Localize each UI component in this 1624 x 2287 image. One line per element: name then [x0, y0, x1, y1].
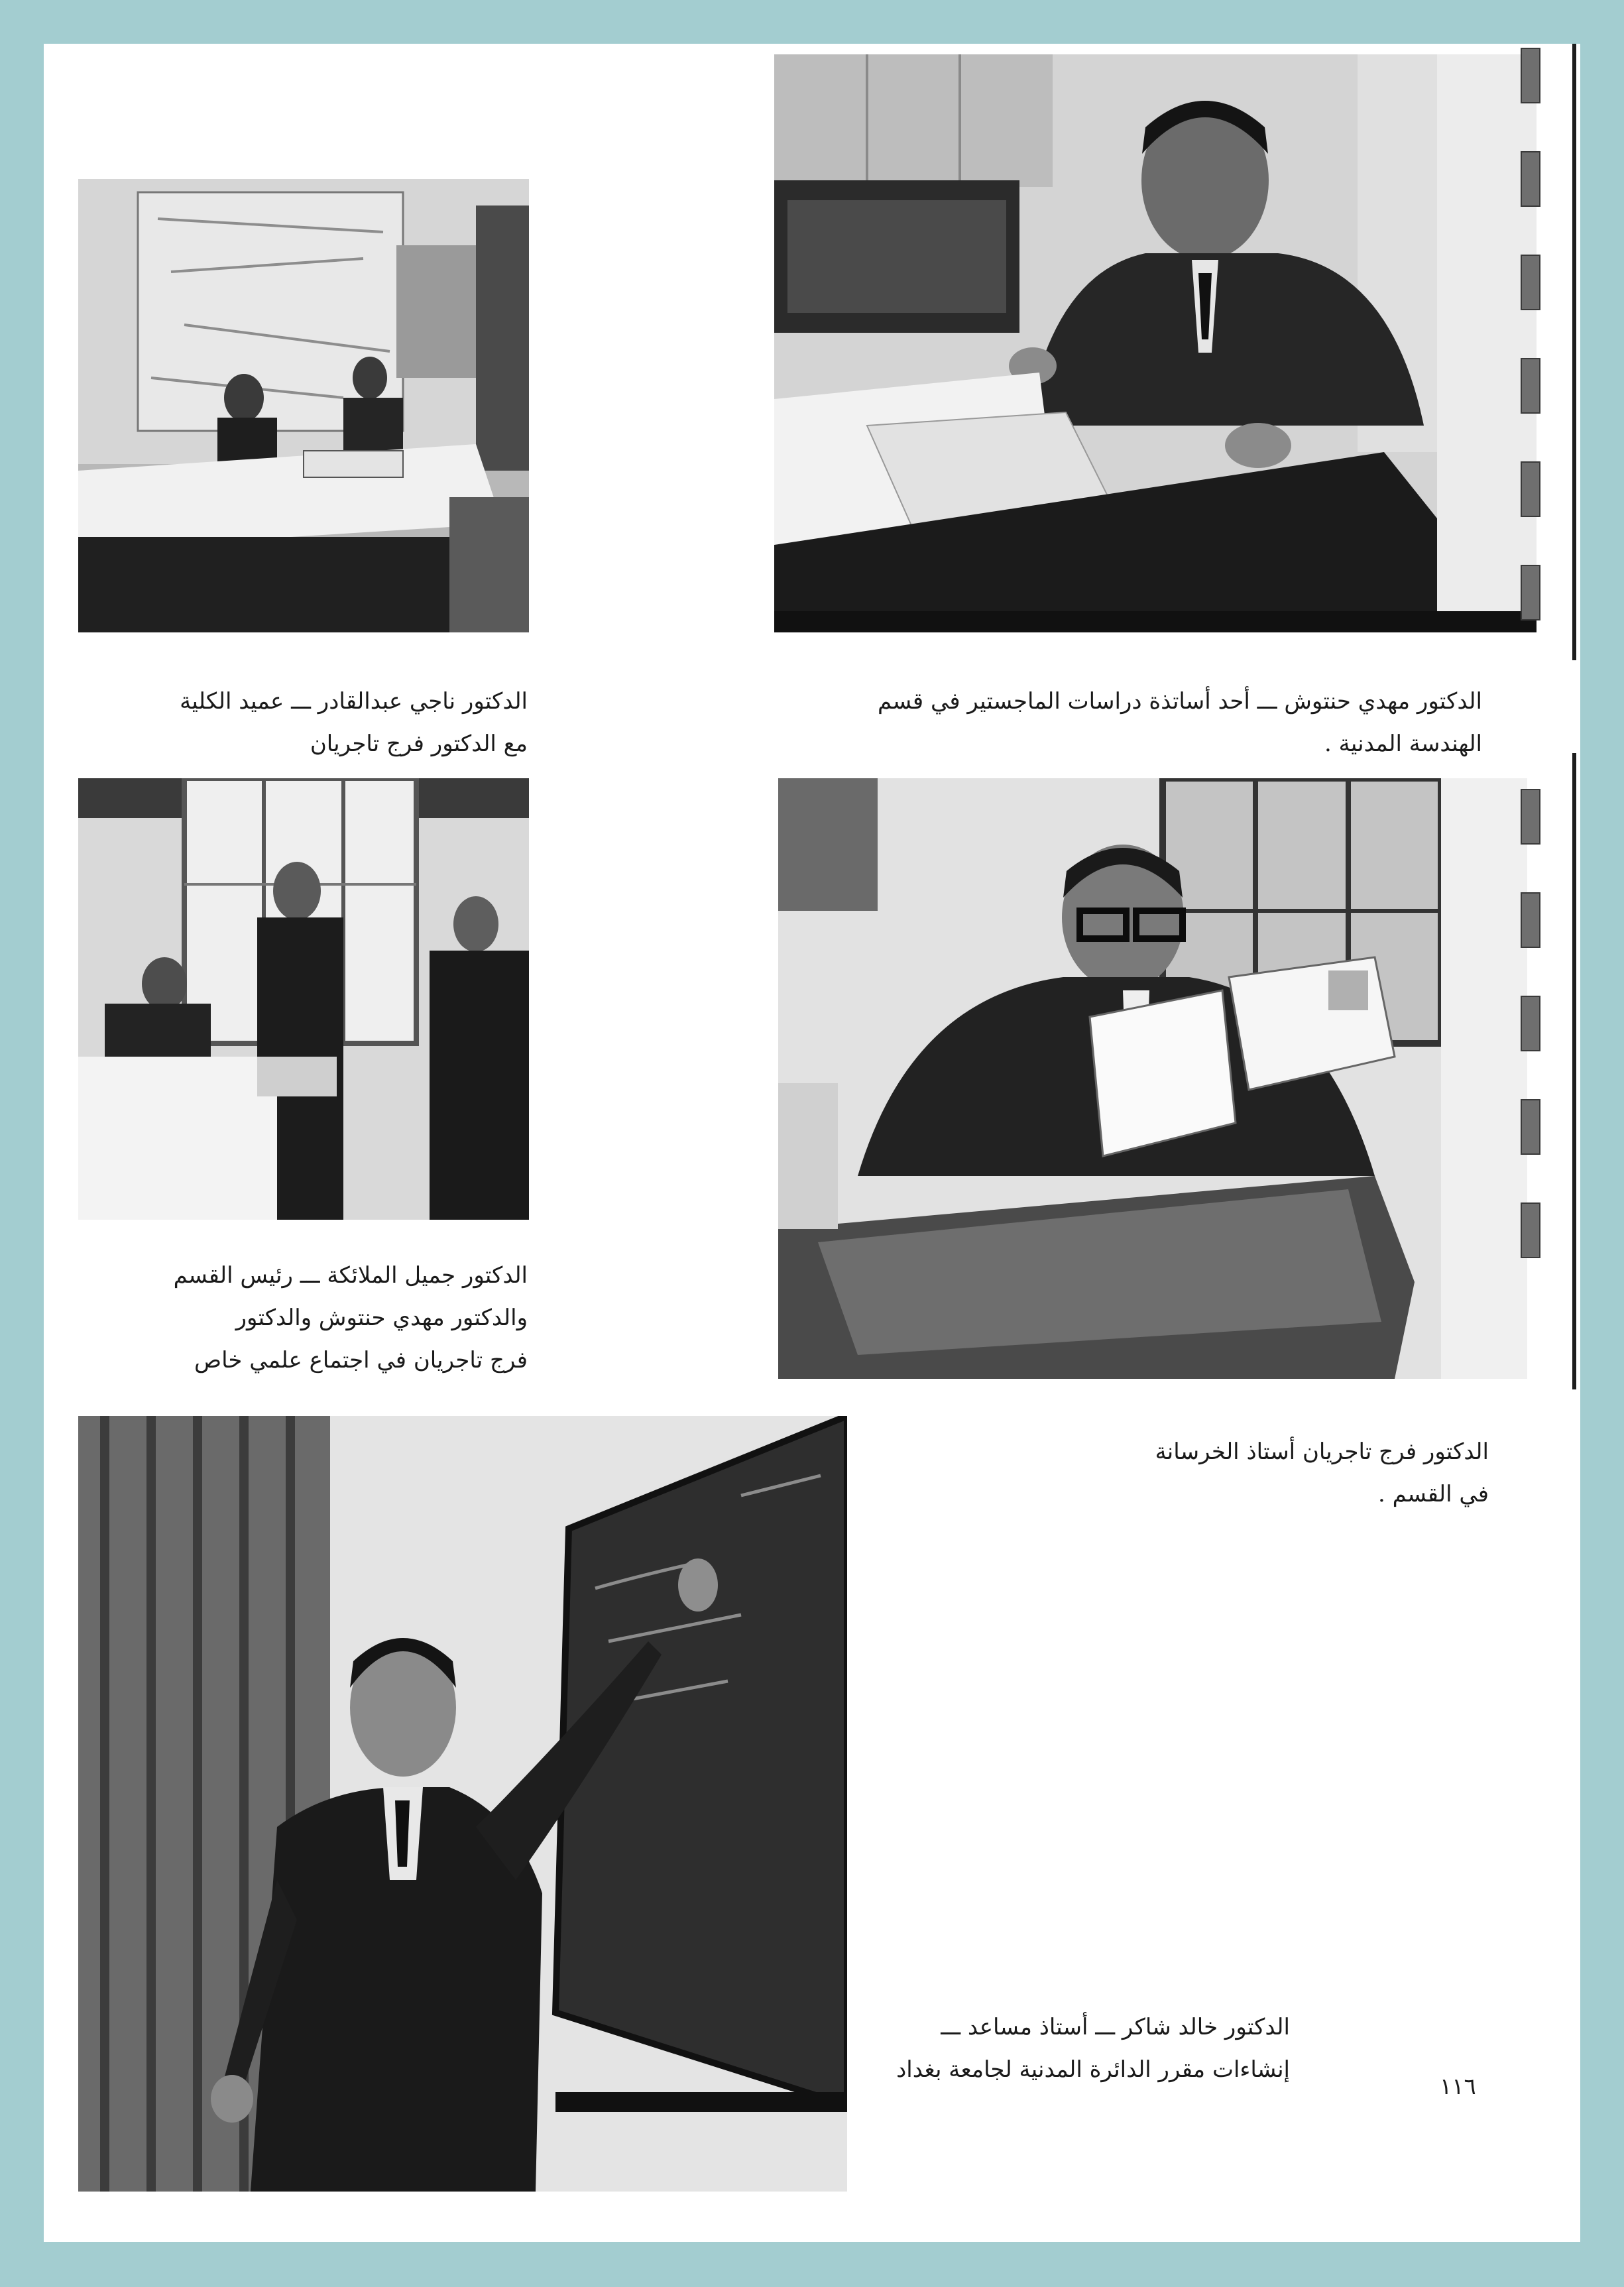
page-number: ١١٦: [1440, 2074, 1476, 2100]
photo-mahdi-hantoush: [774, 54, 1537, 632]
photo-deans-office: [78, 179, 529, 632]
film-strip-top: [1521, 48, 1540, 631]
film-strip-middle: [1521, 789, 1540, 1319]
document-page: [44, 44, 1580, 2242]
caption-khalid-shaker: [760, 2006, 1290, 2091]
photo-faraj-tajirian: [778, 778, 1527, 1379]
caption-line: الدكتور مهدي حنتوش ـــ أحد أساتذة دراسات الماجستير في قسم: [877, 688, 1482, 715]
photo-meeting: [78, 778, 529, 1220]
photo-khalid-shaker: [78, 1416, 847, 2192]
caption-line: إنشاءات مقرر الدائرة المدنية لجامعة بغداد: [896, 2056, 1290, 2083]
caption-faraj-tajirian: [1025, 1431, 1489, 1515]
caption-line: الدكتور خالد شاكر ـــ أستاذ مساعد ـــ: [941, 2014, 1290, 2040]
caption-line: والدكتور مهدي حنتوش والدكتور: [235, 1305, 528, 1331]
caption-mahdi-hantoush: [806, 680, 1482, 765]
caption-line: الدكتور ناجي عبدالقادر ـــ عميد الكلية: [180, 688, 528, 715]
caption-meeting: [163, 1254, 528, 1381]
caption-line: الدكتور فرج تاجريان أستاذ الخرسانة: [1155, 1438, 1489, 1465]
caption-line: في القسم .: [1378, 1481, 1489, 1507]
caption-line: الدكتور جميل الملائكة ـــ رئيس القسم: [173, 1262, 528, 1289]
caption-line: الهندسة المدنية .: [1324, 731, 1482, 757]
caption-deans-office: [163, 680, 528, 765]
caption-line: فرج تاجريان في اجتماع علمي خاص: [194, 1347, 528, 1374]
caption-line: مع الدكتور فرج تاجريان: [310, 731, 528, 757]
